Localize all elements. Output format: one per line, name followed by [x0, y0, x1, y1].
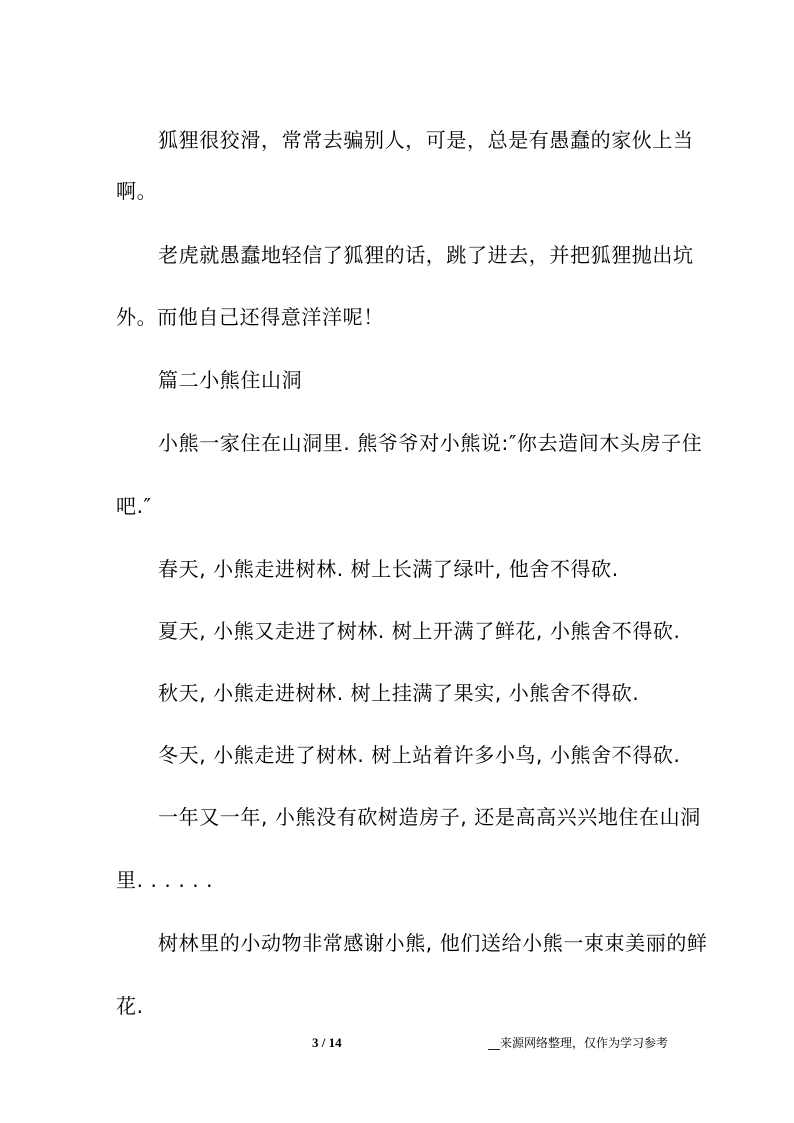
paragraph-4-line-1: 小熊一家住在山洞里. 熊爷爷对小熊说:″你去造间木头房子住: [158, 431, 703, 455]
paragraph-2-line-2: 外。而他自己还得意洋洋呢！: [116, 305, 384, 329]
paragraph-2-line-1: 老虎就愚蠢地轻信了狐狸的话，跳了进去，并把狐狸抛出坑: [158, 243, 694, 267]
paragraph-4-line-2: 吧.″: [116, 494, 152, 518]
paragraph-summer: 夏天, 小熊又走进了树林. 树上开满了鲜花, 小熊舍不得砍.: [158, 619, 681, 643]
paragraph-10-line-2: 花.: [116, 994, 144, 1018]
paragraph-9-line-2: 里. . . . . .: [116, 868, 214, 892]
paragraph-1-line-1: 狐狸很狡滑，常常去骗别人，可是，总是有愚蠢的家伙上当: [158, 128, 694, 152]
paragraph-winter: 冬天, 小熊走进了树林. 树上站着许多小鸟, 小熊舍不得砍.: [158, 743, 681, 767]
paragraph-autumn: 秋天, 小熊走进树林. 树上挂满了果实, 小熊舍不得砍.: [158, 681, 640, 705]
page-number: 3 / 14: [312, 1035, 342, 1050]
paragraph-spring: 春天, 小熊走进树林. 树上长满了绿叶, 他舍不得砍.: [158, 557, 619, 581]
paragraph-9-line-1: 一年又一年, 小熊没有砍树造房子, 还是高高兴兴地住在山洞: [158, 805, 701, 829]
section-heading: 篇二小熊住山洞: [158, 368, 303, 392]
source-note: __来源网络整理，仅作为学习参考: [488, 1036, 669, 1050]
paragraph-1-line-2: 啊。: [116, 179, 158, 203]
paragraph-10-line-1: 树林里的小动物非常感谢小熊, 他们送给小熊一束束美丽的鲜: [158, 931, 708, 955]
